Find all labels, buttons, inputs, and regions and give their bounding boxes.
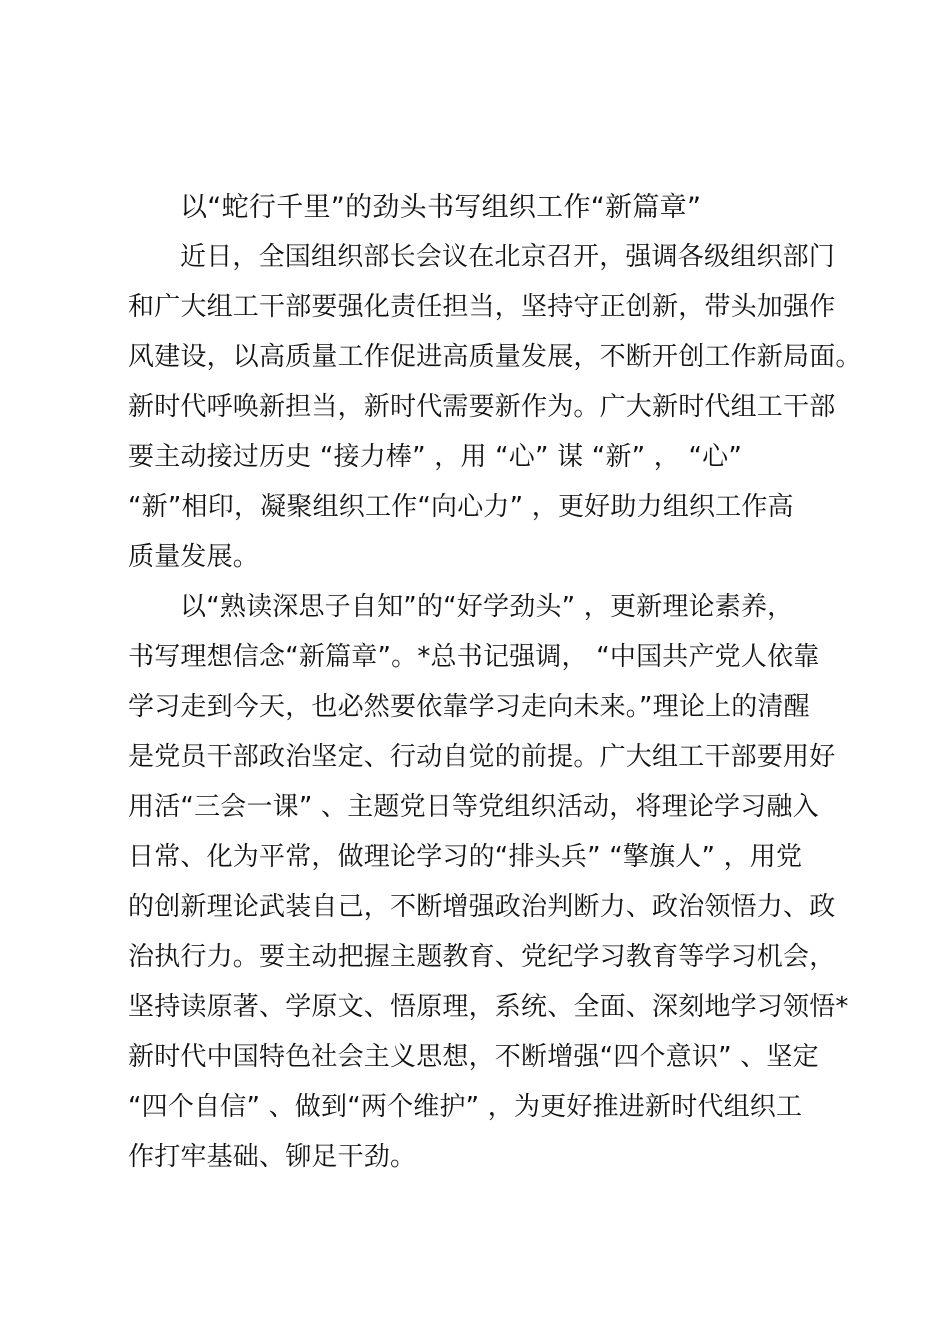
text-line: 书写理想信念“新篇章”。*总书记强调， “中国共产党人依靠 (128, 642, 820, 672)
text-line: 近日，全国组织部长会议在北京召开，强调各级组织部门 (180, 242, 836, 272)
text-line: 作打牢基础、铆足干劲。 (128, 1142, 417, 1172)
text-line: 日常、化为平常，做理论学习的“排头兵” “擎旗人” ，用党 (128, 842, 803, 872)
text-line: 坚持读原著、学原文、悟原理，系统、全面、深刻地学习领悟* (128, 992, 849, 1022)
text-line: 学习走到今天，也必然要依靠学习走向未来。”理论上的清醒 (128, 692, 810, 722)
text-line: 新时代中国特色社会主义思想，不断增强“四个意识” 、坚定 (128, 1042, 819, 1072)
text-line: 用活“三会一课” 、主题党日等党组织活动，将理论学习融入 (128, 792, 819, 822)
text-line: 的创新理论武装自己，不断增强政治判断力、政治领悟力、政 (128, 892, 836, 922)
paragraph-2 (128, 582, 849, 1182)
text-line: “新”相印，凝聚组织工作“向心力” ，更好助力组织工作高 (128, 492, 794, 522)
text-line: 风建设，以高质量工作促进高质量发展，不断开创工作新局面。 (128, 342, 862, 372)
document-title: 以“蛇行千里”的劲头书写组织工作“新篇章” (180, 192, 702, 223)
text-line: 质量发展。 (128, 542, 260, 572)
text-line: 以“熟读深思子自知”的“好学劲头” ，更新理论素养， (180, 592, 794, 622)
paragraph-1 (128, 232, 862, 582)
text-line: 要主动接过历史 “接力棒” ，用 “心” 谋 “新” ， “心” (128, 442, 743, 472)
text-line: 治执行力。要主动把握主题教育、党纪学习教育等学习机会， (128, 942, 836, 972)
text-line: 和广大组工干部要强化责任担当，坚持守正创新，带头加强作 (128, 292, 836, 322)
text-line: 新时代呼唤新担当，新时代需要新作为。广大新时代组工干部 (128, 392, 836, 422)
text-line: “四个自信” 、做到“两个维护” ，为更好推进新时代组织工 (128, 1092, 803, 1122)
text-line: 是党员干部政治坚定、行动自觉的前提。广大组工干部要用好 (128, 742, 836, 772)
